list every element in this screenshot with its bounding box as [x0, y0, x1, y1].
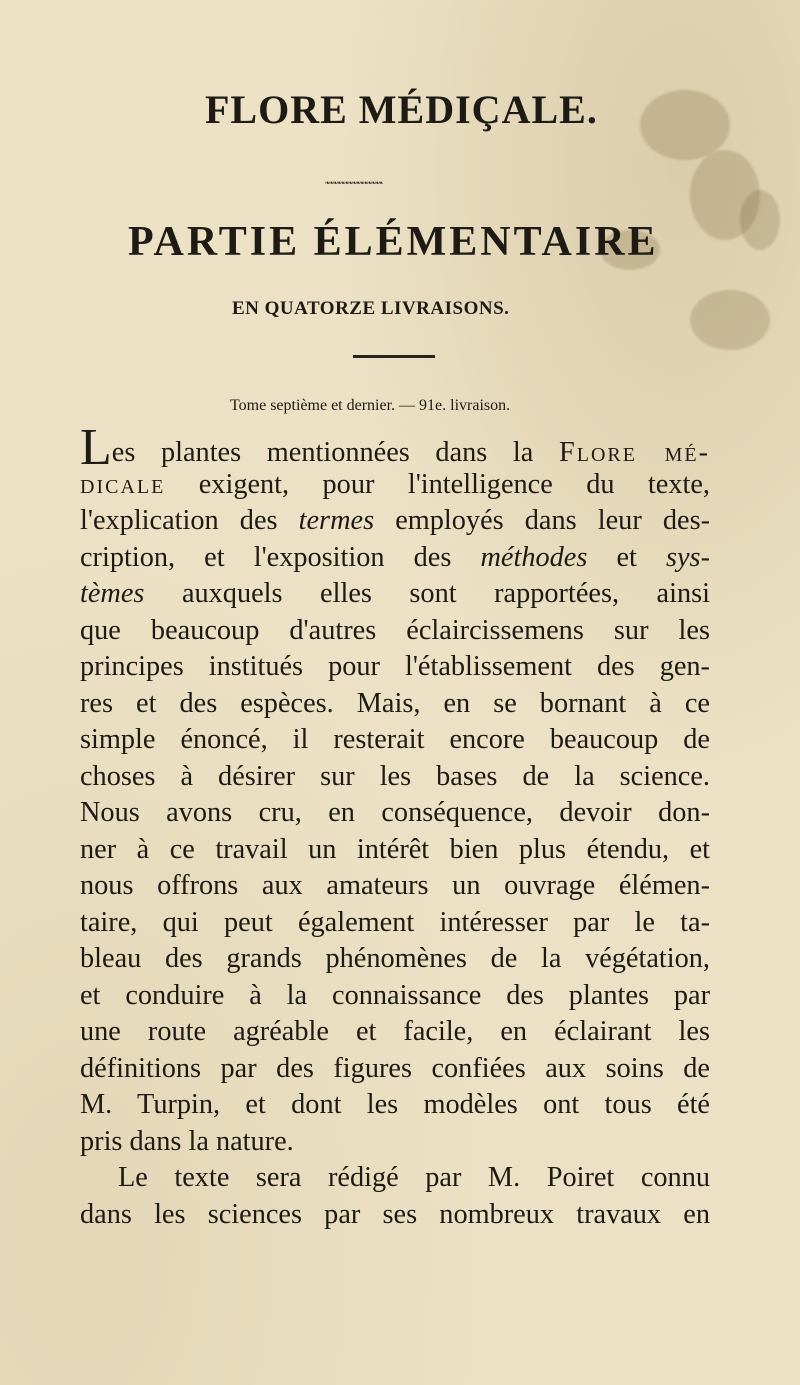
drop-cap: L [80, 419, 112, 476]
text-run: et [587, 541, 666, 573]
text-run: taire, qui peut également intéresser par le ta- [80, 906, 710, 938]
text-line [80, 613, 710, 650]
text-run: définitions par des figures confiées aux soins de [80, 1052, 710, 1084]
text-run: exigent, pour l'intelligence du texte, [165, 468, 710, 500]
text-run: auxquels elles sont rapportées, ainsi [144, 578, 710, 609]
text-run: et conduire à la connaissance des plantes par [80, 979, 710, 1011]
text-run: res et des espèces. Mais, en se bornant à ce [80, 687, 710, 719]
text-line [80, 1124, 710, 1161]
paper-stain [740, 190, 780, 250]
text-run: une route agréable et facile, en éclairant les [80, 1016, 710, 1047]
italic-term: méthodes [480, 541, 588, 573]
paper-stain [690, 290, 770, 350]
text-run: choses à désirer sur les bases de la science. [80, 760, 710, 792]
text-run: Le texte sera rédigé par M. Poiret connu [118, 1162, 710, 1193]
text-line [80, 795, 710, 832]
text-line [80, 832, 710, 869]
text-run: simple énoncé, il resterait encore beaucoup de [80, 724, 710, 755]
text-line [80, 467, 710, 504]
section-title: PARTIE ÉLÉMENTAIRE [128, 219, 659, 265]
volume-line: Tome septième et dernier. — 91e. livraison. [230, 397, 511, 414]
text-line [80, 649, 710, 686]
text-line [80, 1087, 710, 1124]
text-line [80, 905, 710, 942]
text-line [80, 1160, 710, 1197]
edition-note: EN QUATORZE LIVRAISONS. [232, 298, 510, 319]
text-line [80, 576, 710, 613]
text-line [80, 540, 710, 577]
body-paragraph [80, 419, 710, 1233]
text-run: que beaucoup d'autres éclaircissemens sur les [80, 614, 710, 646]
book-title: FLORE MÉDIÇALE. [205, 87, 598, 132]
text-line [80, 978, 710, 1015]
horizontal-rule [353, 355, 435, 358]
italic-term: sys- [665, 541, 710, 573]
paper-stain [640, 90, 730, 160]
text-run: es plantes mentionnées dans la [111, 437, 559, 468]
text-line [80, 1014, 710, 1051]
text-line [80, 759, 710, 796]
text-line [80, 503, 710, 540]
text-line [80, 686, 710, 723]
text-run: ner à ce travail un intérêt bien plus étendu, et [80, 833, 710, 865]
text-run: bleau des grands phénomènes de la végétation, [80, 943, 710, 974]
text-run: nous offrons aux amateurs un ouvrage élémen- [80, 870, 710, 901]
text-line [80, 868, 710, 905]
italic-term: termes [298, 505, 375, 536]
text-run: pris dans la nature. [80, 1125, 294, 1157]
text-line [80, 419, 710, 476]
text-run: Nous avons cru, en conséquence, devoir don- [80, 797, 710, 828]
text-run: principes institués pour l'établissement des gen- [80, 651, 710, 682]
text-run: l'explication des [80, 505, 299, 536]
small-caps-text: Flore mé- [558, 437, 710, 468]
small-caps-text: dicale [80, 468, 166, 500]
text-run: cription, et l'exposition des [80, 541, 481, 573]
ornament-divider: ❧❧❧❧❧❧❧❧❧❧❧❧❧❧❧ [325, 178, 383, 186]
italic-term: tèmes [80, 578, 145, 609]
text-run: M. Turpin, et dont les modèles ont tous été [80, 1089, 710, 1120]
text-run: employés dans leur des- [374, 505, 710, 536]
text-line [80, 1197, 710, 1234]
text-run: dans les sciences par ses nombreux travaux en [80, 1198, 710, 1230]
text-line [80, 1051, 710, 1088]
text-line [80, 941, 710, 978]
text-line [80, 722, 710, 759]
